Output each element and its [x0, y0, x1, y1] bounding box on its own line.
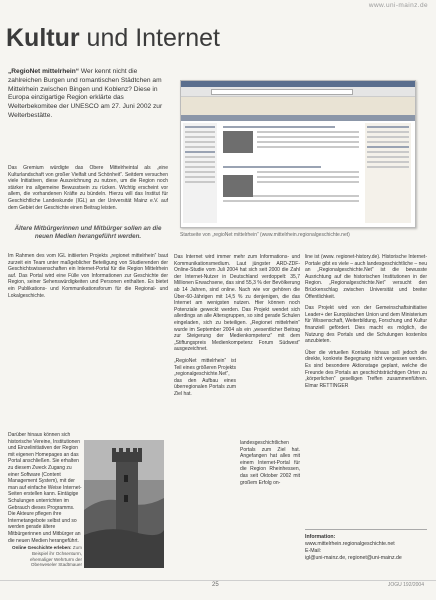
page-number: 25	[212, 582, 219, 588]
site-nav	[181, 115, 415, 121]
site-right-column	[365, 123, 411, 223]
title-rest: und Internet	[79, 24, 220, 52]
column-1	[8, 253, 168, 304]
column-1-wrapped	[8, 432, 82, 544]
photo-caption	[8, 545, 82, 568]
column-2-wrapped: landesgeschichtlichen Portals zum Ziel hat. Angefangen hat alles mit einem Internet-Portal für die Region Rheinhessen, das seit Oktober 2002 mit großem Erfolg on-	[240, 440, 300, 486]
website-screenshot	[180, 80, 416, 228]
tower-photo	[84, 440, 164, 568]
page-title	[6, 26, 220, 51]
site-header	[181, 97, 415, 115]
subheading: Ältere Mitbürgerinnen und Mitbürger sollen an die neuen Medien herangeführt werden.	[14, 225, 162, 240]
info-email-link[interactable]: igl@uni-mainz.de, regionet@uni-mainz.de	[305, 555, 402, 561]
site-thumbnail	[223, 175, 253, 197]
site-thumbnail	[223, 131, 253, 153]
col1-paragraph: Im Rahmen des vom IGL initiierten Projekts „regionet mittelrhein“ baut zurzeit ein Team unter maßgeblicher Beteiligung von Studierenden der Geschichtswissenschaften ein Internet-Portal für die Region Mittelrhein auf. Das Portal wird eine Fülle von Informationen zur Geschichte der Region, seiner Sehenswürdigkeiten und Personen enthalten. Es bietet ein Publikations- und Kommunikationsforum für die Regional- und Lokalgeschichte.	[8, 253, 168, 299]
info-email-label: E-Mail:	[305, 548, 322, 554]
column-2	[174, 254, 300, 402]
top-bar	[0, 0, 436, 12]
screenshot-caption: Startseite von „regioNet mittelrhein“ (www.mittelrhein.regionalgeschichte.net)	[180, 232, 350, 238]
footer-divider	[0, 580, 436, 581]
col3-paragraph: Über die virtuellen Kontakte hinaus soll jedoch die direkte, konkrete Begegnung nicht vergessen werden. Es sind besondere Aktionstage geplant, welche die Freunde des Portals an geschichtsträchtigen Orten zu „körperlichen“ geselligen Treffen zusammenführen. Elmar RETTINGER	[305, 349, 427, 389]
site-main	[221, 123, 361, 223]
col2-paragraph: „RegioNet mittelrhein“ ist Teil eines größeren Projekts „regionalgeschichte.Net“, das den Aufbau eines überregionalen Portals zum Ziel hat.	[174, 357, 236, 397]
tower-image	[84, 440, 164, 568]
col3-paragraph: line ist (www. regionet-history.de). Historische Internet-Portale gibt es viele – auch landesgeschichtliche – neu an „Regionalgeschichte.Net“ ist die bewusste Ausrichtung auf die historischen Institutionen in der Region. „Regionalgeschichte.Net“ versucht den Brückenschlag zwischen Universität und breiter Öffentlichkeit.	[305, 254, 427, 300]
info-web-link[interactable]: www.mittelrhein.regionalgeschichte.net	[305, 541, 395, 547]
col2-paragraph: Das Internet wird immer mehr zum Informations- und Kommunikationsmedium. Laut jüngster ARD-ZDF-Online-Studie vom Juli 2004 hat sich seit 2000 die Zahl der Internet-Nutzer in Deutschland verdoppelt: 35,7 Millionen Erwachsene, das sind 55,3 % der Bevölkerung ab 14 Jahren, sind online. Nach wie vor gehören die Über-60-Jährigen mit 14,5 % zu denjenigen, die das Internet am wenigsten nutzen. Hier können noch Potenziale geweckt werden. Das Projekt wendet sich allerdings an alle Altersgruppen, so sind gerade Schulen eingeladen, sich zu beteiligen. „Regionet mittelrhein“ wurde im September 2004 als ein „wesentlicher Beitrag zur Steigerung der Medienkompetenz“ mit dem „Stiftungspreis Medienkompetenz Forum Südwest“ ausgezeichnet.	[174, 254, 300, 353]
col1-paragraph: Darüber hinaus können sich historische Vereine, Institutionen und Einzelinitiativen der Region mit eigenen Homepages an das Portal anschließen. Sie erhalten zu diesem Zweck Zugang zu einer Software (Content Management System), mit der man auf einfache Weise Internet-Seiten erstellen kann. Eintägige Schulungen unterrichten im Gebrauch dieses Programms. Die Akteure pflegen ihre Internetangebote selbst und so werden gerade ältere Mitbürgerinnen und Mitbürger an die neuen Medien herangeführt.	[8, 432, 82, 544]
info-heading: Information:	[305, 534, 336, 540]
lead-text: Wer kennt nicht die zahlreichen Burgen und romantischen Städtchen am Mittelrhein zwischen Bingen und Koblenz? Diese in Europa einzigartige Region erklärte das Welterbekomitee der UNESCO am 27. Juni 2002 zur Welterbestätte.	[8, 68, 163, 119]
header-url[interactable]: www.uni-mainz.de	[368, 2, 428, 9]
col3-paragraph: Das Projekt wird von der Gemeinschaftsinitiative Leader+ der Europäischen Union und dem Ministerium für Wissenschaft, Weiterbildung, Forschung und Kultur finanziell gefördert. Dies macht es möglich, die Nutzung des Portals und die Schulungen kostenlos anzubieten.	[305, 305, 427, 345]
lead-paragraph	[8, 68, 168, 121]
site-sidebar	[183, 123, 217, 223]
browser-address-bar	[211, 89, 353, 95]
photo-caption-bold: Online Geschichte erleben:	[12, 545, 72, 550]
journal-label: JOGU 192/2004	[387, 582, 424, 588]
info-box	[305, 527, 427, 562]
column-3	[305, 254, 427, 394]
photo-caption-text: Zum Beispiel ihr Ochsenturm, ehemaliger Wehrturm der Oberweseler Stadtmauer	[30, 545, 82, 568]
title-bold: Kultur	[6, 24, 80, 52]
intro-paragraph: Das Gremium würdigte das Obere Mittelrheintal als „eine Kulturlandschaft von großer Vielfalt und Schönheit“. Seitdem versuchen viele Initiativen, diese Auszeichnung zu nutzen, um die Region noch stärker ins allgemeine Bewusstsein zu rücken. Wichtig erscheint vor allem, die vorhandenen Kräfte zu bündeln. Hierzu will das Institut für Geschichtliche Landeskunde (IGL) an der Universität Mainz e.V. auf dem Gebiet der Geschichte einen Beitrag leisten.	[8, 165, 168, 211]
lead-bold: „RegioNet mittelrhein“	[8, 68, 80, 75]
